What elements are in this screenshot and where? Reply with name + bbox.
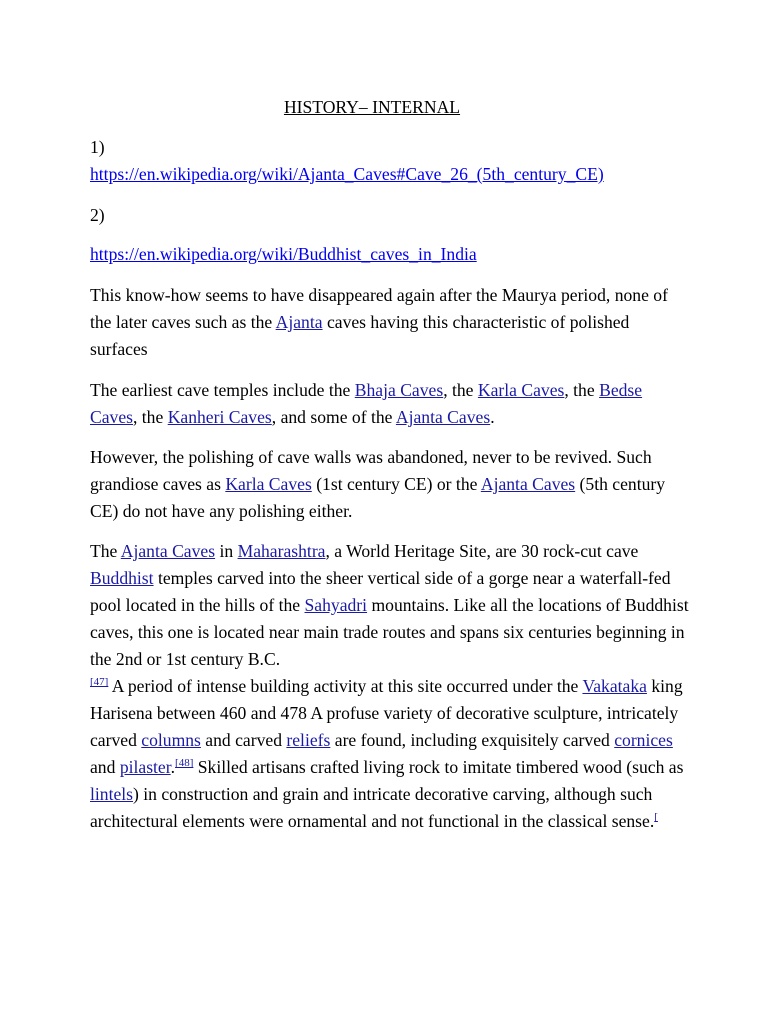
link-maharashtra[interactable]: Maharashtra bbox=[237, 541, 326, 561]
link-ajanta[interactable]: Ajanta bbox=[275, 312, 323, 332]
link-buddhist-caves-url[interactable]: https://en.wikipedia.org/wiki/Buddhist_caves_in_India bbox=[90, 244, 477, 264]
list-number-2: 2) bbox=[90, 205, 105, 225]
link-reliefs[interactable]: reliefs bbox=[286, 730, 331, 750]
link-karla-caves[interactable]: Karla Caves bbox=[225, 474, 312, 494]
link-ajanta-caves[interactable]: Ajanta Caves bbox=[480, 474, 576, 494]
link-karla-caves[interactable]: Karla Caves bbox=[477, 380, 565, 400]
page-title: HISTORY– INTERNAL bbox=[283, 97, 461, 117]
link-kanheri-caves[interactable]: Kanheri Caves bbox=[167, 407, 272, 427]
paragraph-earliest-temples: The earliest cave temples include the Bhaja Caves, the Karla Caves, the Bedse Caves, the Kanheri Caves, and some of the Ajanta Caves. bbox=[90, 380, 643, 427]
link-bedse-caves[interactable]: Bedse Caves bbox=[90, 380, 643, 427]
link-columns[interactable]: columns bbox=[141, 730, 201, 750]
reference-47[interactable]: [47] bbox=[90, 676, 109, 689]
paragraph-polishing-abandoned: However, the polishing of cave walls was abandoned, never to be revived. Such grandiose caves as Karla Caves (1st century CE) or the Ajanta Caves (5th century CE) do not have any polishing either. bbox=[90, 447, 666, 521]
link-sahyadri[interactable]: Sahyadri bbox=[304, 595, 368, 615]
list-number-1: 1) bbox=[90, 137, 105, 157]
link-bhaja-caves[interactable]: Bhaja Caves bbox=[354, 380, 444, 400]
link-cornices[interactable]: cornices bbox=[614, 730, 673, 750]
link-pilaster[interactable]: pilaster bbox=[119, 757, 171, 777]
link-lintels[interactable]: lintels bbox=[90, 784, 134, 804]
link-vakataka[interactable]: Vakataka bbox=[582, 676, 647, 696]
link-ajanta-caves[interactable]: Ajanta Caves bbox=[120, 541, 216, 561]
link-ajanta-caves-url[interactable]: https://en.wikipedia.org/wiki/Ajanta_Caves#Cave_26_(5th_century_CE) bbox=[90, 164, 604, 184]
paragraph-polishing-knowhow: This know-how seems to have disappeared again after the Maurya period, none of the later caves such as the Ajanta caves having this characteristic of polished surfaces bbox=[90, 285, 668, 359]
reference-48[interactable]: [48] bbox=[175, 757, 194, 770]
link-buddhist[interactable]: Buddhist bbox=[90, 568, 154, 588]
reference-partial[interactable]: [ bbox=[654, 811, 658, 824]
paragraph-ajanta-description: The Ajanta Caves in Maharashtra, a World Heritage Site, are 30 rock-cut cave Buddhist temples carved into the sheer vertical side of a gorge near a waterfall-fed pool located in the hills of the Sahyadri mountains. Like all the locations of Buddhist caves, this one is located near main trade routes and spans six centuries beginning in the 2nd or 1st century B.C. [47] A period of intense building activity at this site occurred under the Vakataka king Harisena between 460 and 478 A profuse variety of decorative sculpture, intricately carved columns and carved reliefs are found, including exquisitely carved cornices and pilaster.[48] Skilled artisans crafted living rock to imitate timbered wood (such as lintels) in construction and grain and intricate decorative carving, although such architectural elements were ornamental and not functional in the classical sense.[ bbox=[90, 541, 689, 831]
link-ajanta-caves[interactable]: Ajanta Caves bbox=[395, 407, 491, 427]
